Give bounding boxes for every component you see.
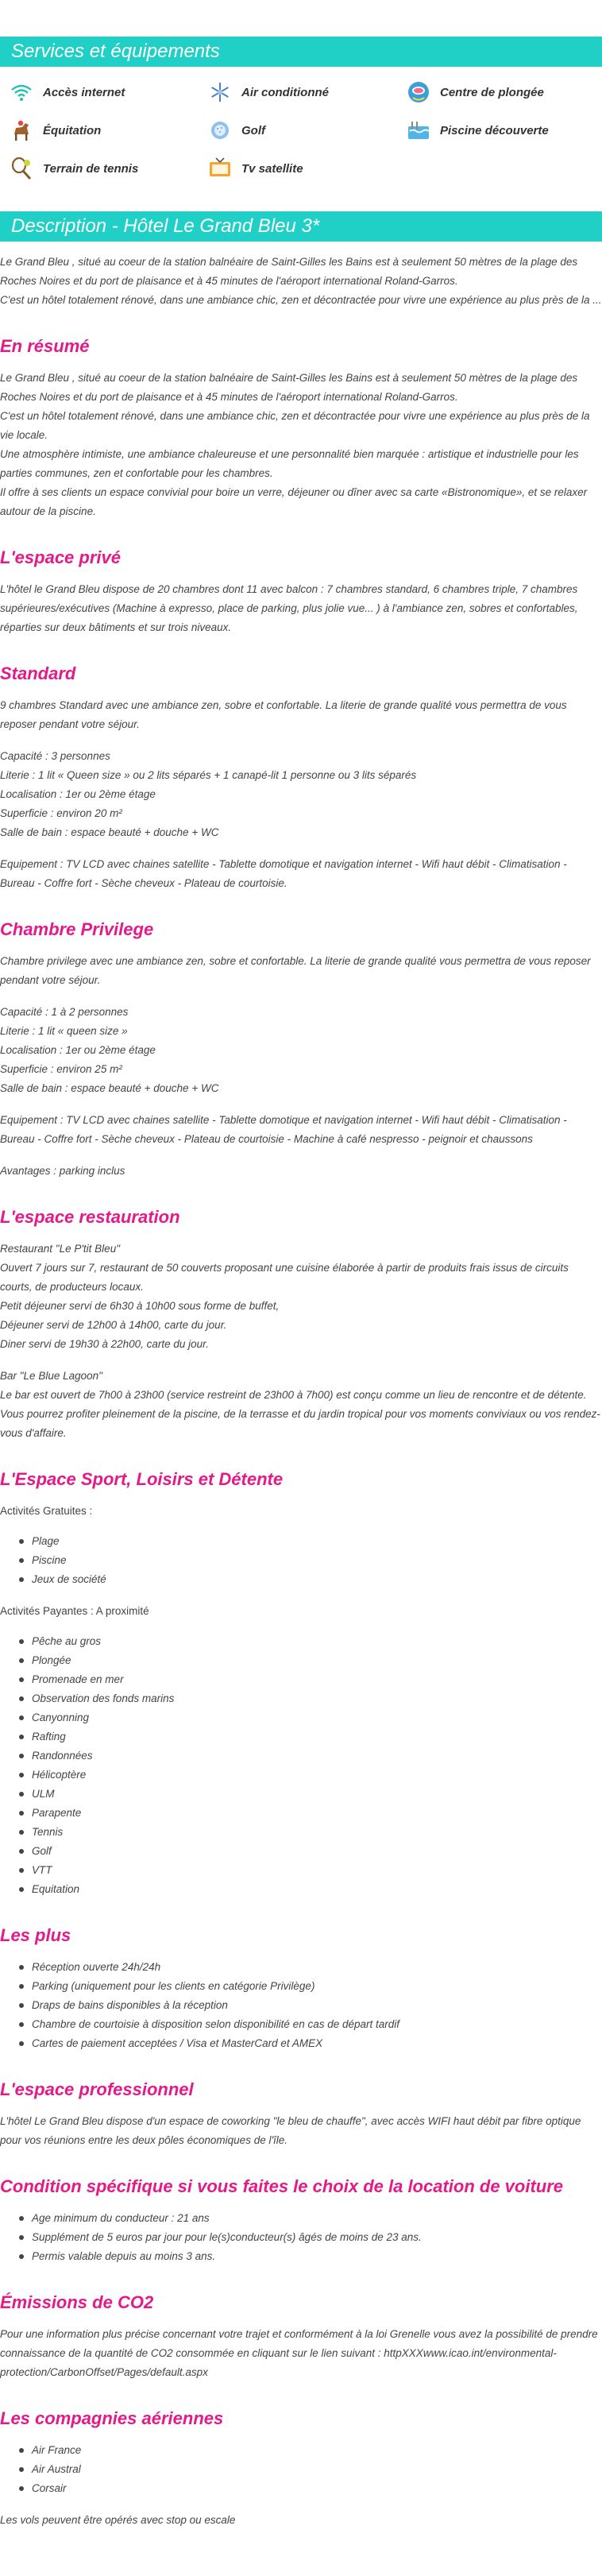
diving-icon bbox=[407, 80, 430, 104]
restaurant-line: Petit déjeuner servi de 6h30 à 10h00 sous forme de buffet, bbox=[0, 1300, 280, 1312]
resume-line: Une atmosphère intimiste, une ambiance chaleureuse et une personnalité bien marquée : artistique et industrielle pour les parties communes, zen et confortable pour les chambres. bbox=[0, 448, 579, 479]
list-item: Chambre de courtoisie à disposition selon disponibilité en cas de départ tardif bbox=[19, 2015, 602, 2034]
prive-paragraph: L'hôtel le Grand Bleu dispose de 20 chambres dont 11 avec balcon : 7 chambres standard, 6 chambres triple, 7 chambres supérieures/exécutives (Machine à expresso, place de parking, plus jolie vue... ) à l'ambiance zen, sobres et confortables, réparties sur deux bâtiments et sur trois niveaux. bbox=[0, 583, 578, 633]
compagnies-list bbox=[0, 2441, 602, 2498]
privilege-equipment: Equipement : TV LCD avec chaines satellite - Tablette domotique et navigation internet - Wifi haut débit - Climatisation - Bureau - Coffre fort - Sèche cheveux - Plateau de courtoisie - Machine à café nespresso - peignoir et chaussons bbox=[0, 1114, 567, 1145]
service-label: Piscine découverte bbox=[440, 123, 549, 137]
standard-detail: Salle de bain : espace beauté + douche + WC bbox=[0, 826, 219, 838]
section-title-standard: Standard bbox=[0, 663, 76, 683]
list-item: Réception ouverte 24h/24h bbox=[19, 1958, 602, 1977]
bar-line: Vous pourrez profiter pleinement de la piscine, de la terrasse et du jardin tropical pour vos moments conviviaux ou vos rendez-vous d'affaire. bbox=[0, 1408, 600, 1439]
list-item: Piscine bbox=[19, 1551, 602, 1570]
service-horse-riding bbox=[10, 116, 208, 145]
list-item: Plage bbox=[19, 1532, 602, 1551]
section-title-sport: L'Espace Sport, Loisirs et Détente bbox=[0, 1469, 284, 1489]
horse-icon bbox=[10, 118, 33, 142]
list-item: Cartes de paiement acceptées / Visa et MasterCard et AMEX bbox=[19, 2034, 602, 2053]
section-title-plus: Les plus bbox=[0, 1925, 71, 1945]
standard-detail: Superficie : environ 20 m² bbox=[0, 807, 122, 819]
bar-line: Bar "Le Blue Lagoon" bbox=[0, 1370, 102, 1382]
list-item: Equitation bbox=[19, 1880, 602, 1899]
list-item: Corsair bbox=[19, 2479, 602, 2498]
service-label: Équitation bbox=[43, 123, 102, 137]
restaurant-line: Ouvert 7 jours sur 7, restaurant de 50 couverts proposant une cuisine élaborée à partir de produits frais issus de circuits courts, de producteurs locaux. bbox=[0, 1262, 569, 1293]
standard-intro: 9 chambres Standard avec une ambiance zen, sobre et confortable. La literie de grande qualité vous permettra de vous reposer pendant votre séjour. bbox=[0, 699, 567, 730]
service-golf bbox=[208, 116, 407, 145]
list-item: Pêche au gros bbox=[19, 1632, 602, 1651]
intro-paragraph: C'est un hôtel totalement rénové, dans une ambiance chic, zen et décontractée pour vivre une expérience au plus près de la ... bbox=[0, 294, 602, 306]
services-grid bbox=[0, 67, 602, 189]
privilege-detail: Salle de bain : espace beauté + douche + WC bbox=[0, 1082, 219, 1094]
list-item: Draps de bains disponibles à la réception bbox=[19, 1996, 602, 2015]
section-title-pro: L'espace professionnel bbox=[0, 2079, 194, 2099]
service-label: Air conditionné bbox=[241, 85, 329, 99]
section-title-prive: L'espace privé bbox=[0, 547, 121, 567]
service-diving bbox=[407, 78, 602, 106]
resume-line: Il offre à ses clients un espace convivial pour boire un verre, déjeuner ou dîner avec sa carte «Bistronomique», et se relaxer autour de la piscine. bbox=[0, 486, 588, 517]
section-title-resume: En résumé bbox=[0, 336, 90, 356]
free-activities-label: Activités Gratuites : bbox=[0, 1505, 93, 1517]
services-header: Services et équipements bbox=[0, 37, 602, 67]
list-item: Observation des fonds marins bbox=[19, 1689, 602, 1708]
privilege-intro: Chambre privilege avec une ambiance zen, sobre et confortable. La literie de grande qualité vous permettra de vous reposer pendant votre séjour. bbox=[0, 955, 591, 986]
standard-detail: Literie : 1 lit « Queen size » ou 2 lits séparés + 1 canapé-lit 1 personne ou 3 lits séparés bbox=[0, 769, 417, 781]
section-title-voiture: Condition spécifique si vous faites le choix de la location de voiture bbox=[0, 2176, 564, 2196]
free-activities-list bbox=[0, 1532, 602, 1589]
privilege-advantages: Avantages : parking inclus bbox=[0, 1165, 125, 1177]
section-title-restauration: L'espace restauration bbox=[0, 1207, 180, 1227]
golf-icon bbox=[208, 118, 232, 142]
service-label: Tv satellite bbox=[241, 161, 303, 176]
service-label: Accès internet bbox=[43, 85, 125, 99]
restaurant-line: Diner servi de 19h30 à 22h00, carte du jour. bbox=[0, 1338, 209, 1350]
flights-note: Les vols peuvent être opérés avec stop ou escale bbox=[0, 2514, 236, 2526]
list-item: Hélicoptère bbox=[19, 1766, 602, 1785]
list-item: Rafting bbox=[19, 1727, 602, 1746]
list-item: Permis valable depuis au moins 3 ans. bbox=[19, 2247, 602, 2266]
service-satellite-tv bbox=[208, 154, 407, 183]
pro-paragraph: L'hôtel Le Grand Bleu dispose d'un espace de coworking "le bleu de chauffe", avec accès WIFI haut débit par fibre optique pour vos réunions entre les deux pôles économiques de l'île. bbox=[0, 2115, 581, 2146]
service-label: Terrain de tennis bbox=[43, 161, 139, 176]
service-tennis bbox=[10, 154, 208, 183]
co2-paragraph: Pour une information plus précise concernant votre trajet et conformément à la loi Grenelle vous avez la possibilité de prendre connaissance de la quantité de CO2 consommée en cliquant sur le lien suivant : httpXXXwww.icao.int/environmental-protection/CarbonOffset/Pages/default.aspx bbox=[0, 2328, 598, 2378]
privilege-detail: Capacité : 1 à 2 personnes bbox=[0, 1006, 129, 1018]
service-internet bbox=[10, 78, 208, 106]
list-item: Canyonning bbox=[19, 1708, 602, 1727]
list-item: Air Austral bbox=[19, 2460, 602, 2479]
list-item: Parapente bbox=[19, 1804, 602, 1823]
list-item: ULM bbox=[19, 1785, 602, 1804]
service-pool bbox=[407, 116, 602, 145]
list-item: Air France bbox=[19, 2441, 602, 2460]
section-title-privilege: Chambre Privilege bbox=[0, 919, 154, 939]
intro-paragraph: Le Grand Bleu , situé au coeur de la station balnéaire de Saint-Gilles les Bains est à seulement 50 mètres de la plage des Roches Noires et du port de plaisance et à 45 minutes de l'aéroport international Roland-Garros. bbox=[0, 256, 578, 287]
wifi-icon bbox=[10, 80, 33, 104]
list-item: Jeux de société bbox=[19, 1570, 602, 1589]
bar-line: Le bar est ouvert de 7h00 à 23h00 (service restreint de 23h00 à 7h00) est conçu comme un lieu de rencontre et de détente. bbox=[0, 1389, 587, 1401]
list-item: Randonnées bbox=[19, 1746, 602, 1766]
list-item: Golf bbox=[19, 1842, 602, 1861]
resume-line: C'est un hôtel totalement rénové, dans une ambiance chic, zen et décontractée pour vivre une expérience au plus près de la vie locale. bbox=[0, 410, 590, 441]
list-item: Parking (uniquement pour les clients en catégorie Privilège) bbox=[19, 1977, 602, 1996]
list-item: Supplément de 5 euros par jour pour le(s)conducteur(s) âgés de moins de 23 ans. bbox=[19, 2228, 602, 2247]
voiture-list bbox=[0, 2209, 602, 2266]
list-item: Age minimum du conducteur : 21 ans bbox=[19, 2209, 602, 2228]
privilege-detail: Literie : 1 lit « queen size » bbox=[0, 1025, 128, 1037]
resume-line: Le Grand Bleu , situé au coeur de la station balnéaire de Saint-Gilles les Bains est à seulement 50 mètres de la plage des Roches Noires et du port de plaisance et à 45 minutes de l'aéroport international Roland-Garros. bbox=[0, 372, 578, 403]
standard-equipment: Equipement : TV LCD avec chaines satellite - Tablette domotique et navigation internet - Wifi haut débit - Climatisation - Bureau - Coffre fort - Sèche cheveux - Plateau de courtoisie. bbox=[0, 858, 567, 889]
tv-icon bbox=[208, 157, 232, 180]
list-item: VTT bbox=[19, 1861, 602, 1880]
description-header: Description - Hôtel Le Grand Bleu 3* bbox=[0, 211, 602, 242]
plus-list bbox=[0, 1958, 602, 2053]
service-label: Golf bbox=[241, 123, 265, 137]
restaurant-line: Restaurant "Le P'tit Bleu" bbox=[0, 1243, 120, 1255]
description-content bbox=[0, 242, 602, 2530]
section-title-co2: Émissions de CO2 bbox=[0, 2292, 154, 2312]
section-title-compagnies: Les compagnies aériennes bbox=[0, 2408, 224, 2428]
paid-activities-label: Activités Payantes : A proximité bbox=[0, 1605, 149, 1617]
snowflake-icon bbox=[208, 80, 232, 104]
standard-detail: Capacité : 3 personnes bbox=[0, 750, 110, 762]
pool-icon bbox=[407, 118, 430, 142]
service-label: Centre de plongée bbox=[440, 85, 544, 99]
restaurant-line: Déjeuner servi de 12h00 à 14h00, carte du jour. bbox=[0, 1319, 227, 1331]
list-item: Promenade en mer bbox=[19, 1670, 602, 1689]
standard-detail: Localisation : 1er ou 2ème étage bbox=[0, 788, 156, 800]
privilege-detail: Superficie : environ 25 m² bbox=[0, 1063, 122, 1075]
list-item: Plongée bbox=[19, 1651, 602, 1670]
service-air-conditioning bbox=[208, 78, 407, 106]
privilege-detail: Localisation : 1er ou 2ème étage bbox=[0, 1044, 156, 1056]
tennis-icon bbox=[10, 157, 33, 180]
list-item: Tennis bbox=[19, 1823, 602, 1842]
paid-activities-list bbox=[0, 1632, 602, 1899]
